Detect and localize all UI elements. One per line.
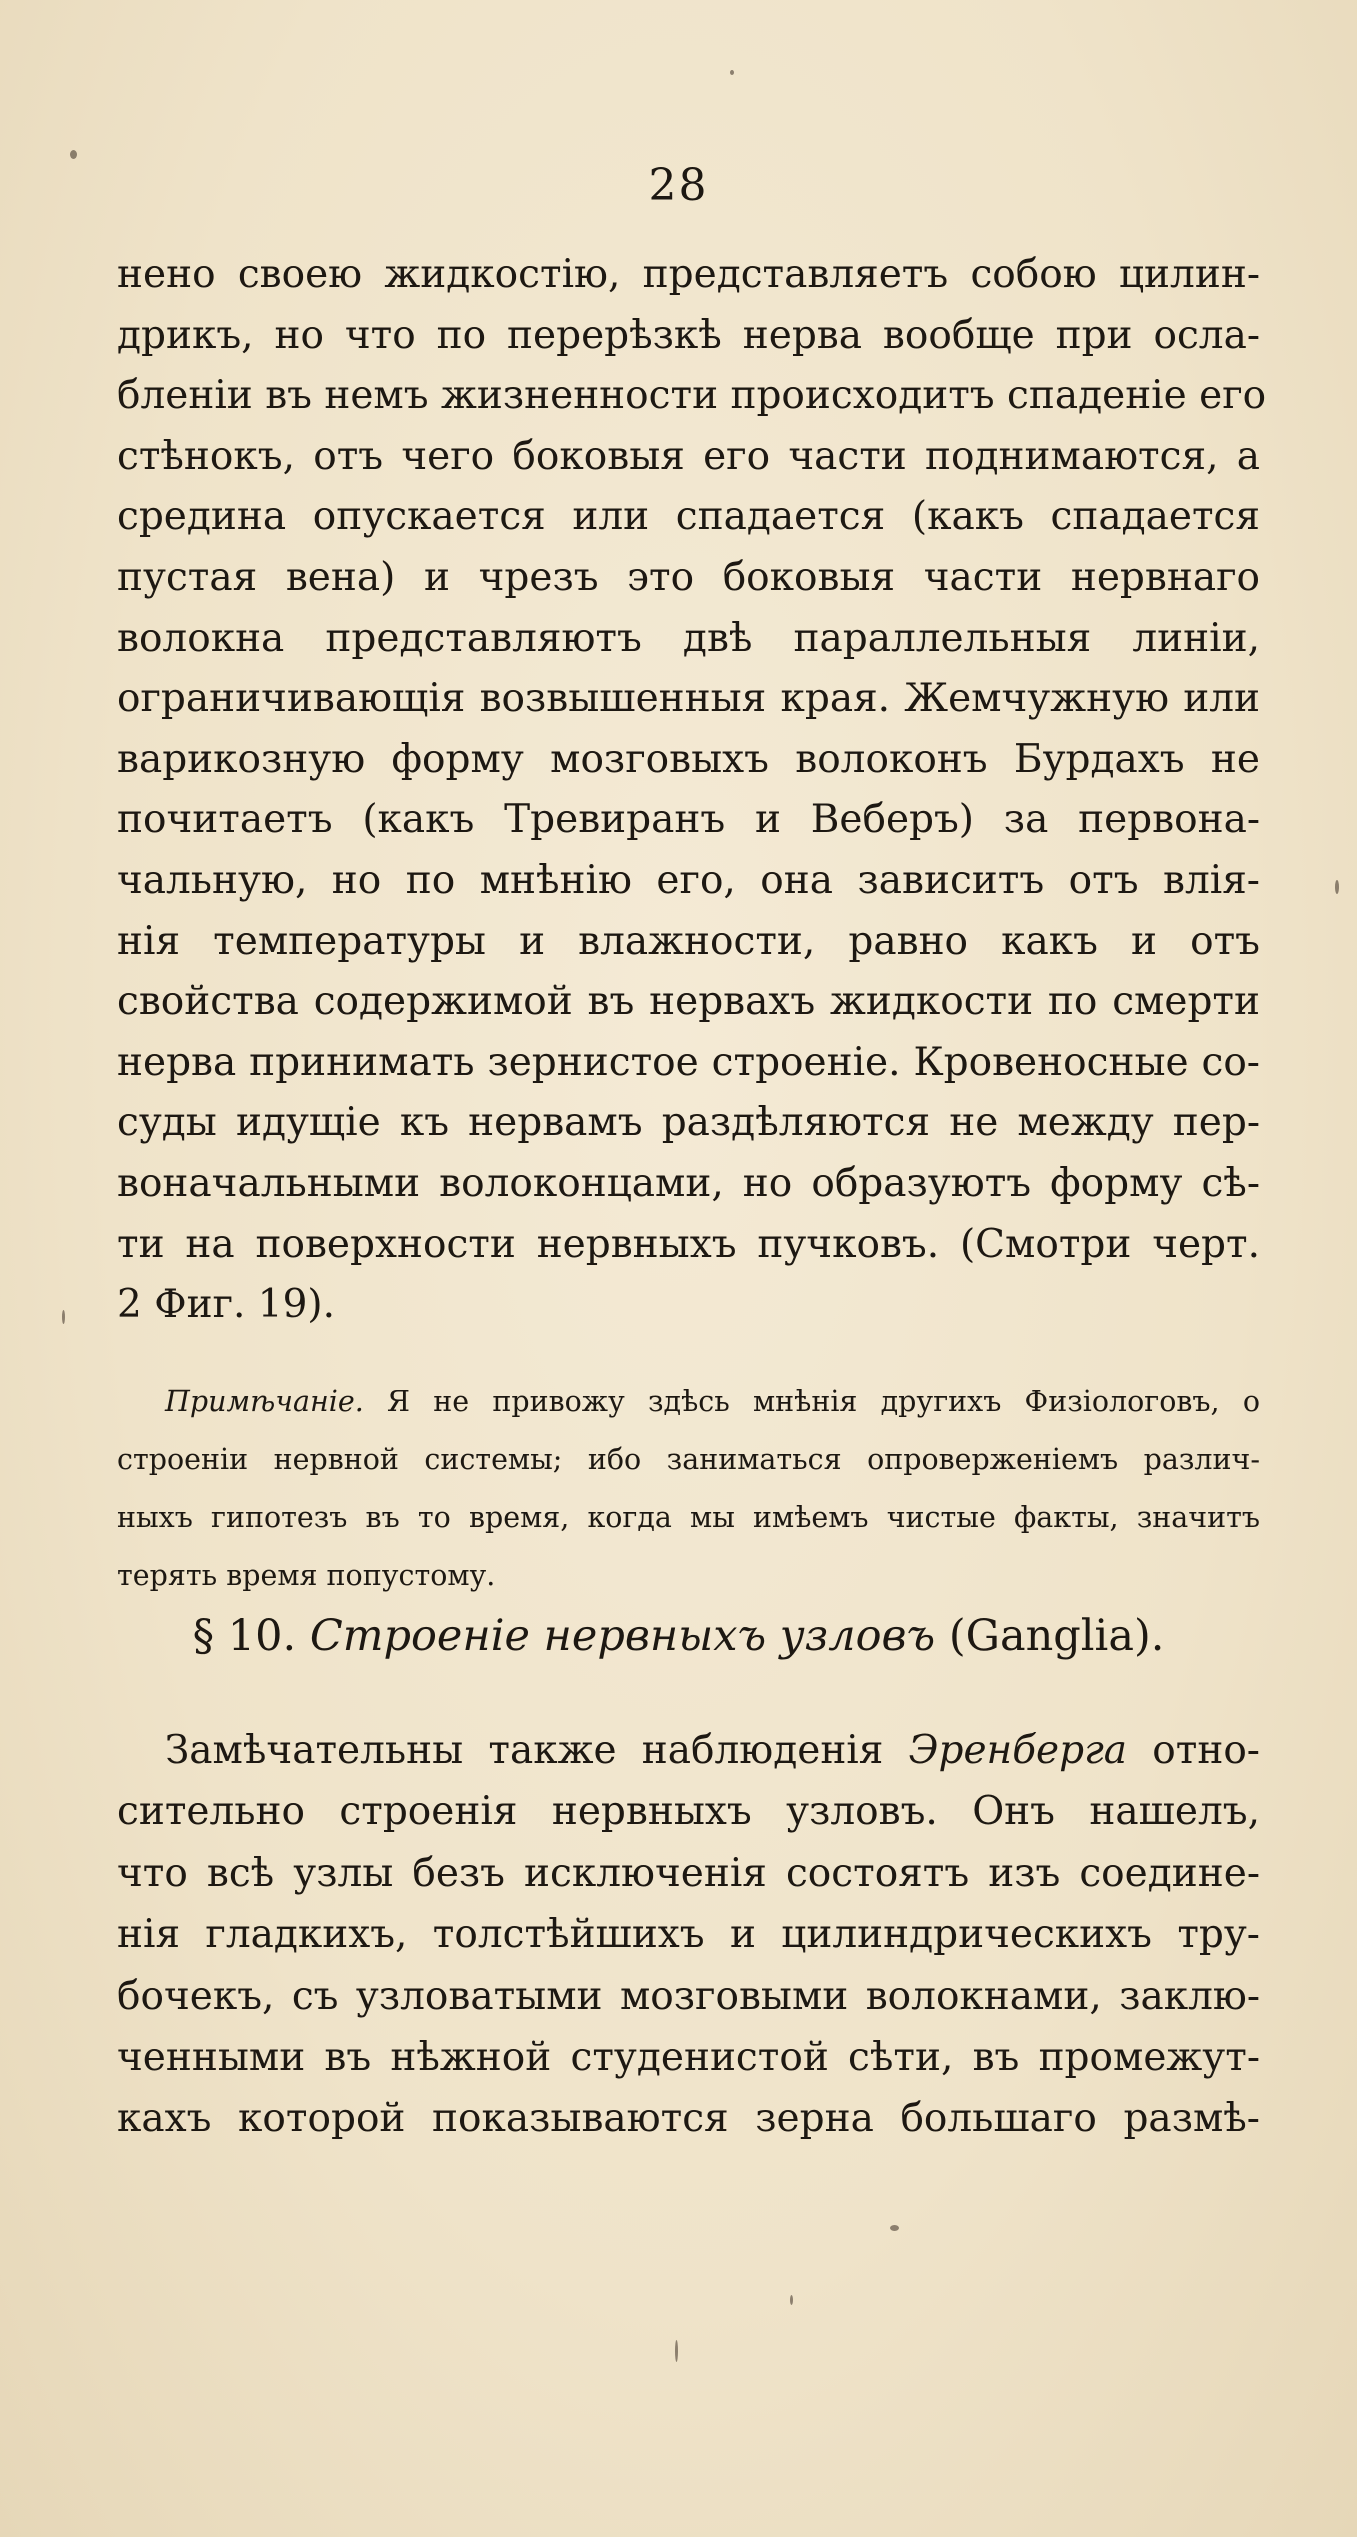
- text-line: пустая вена) и чрезъ это боковыя части нервнаго: [117, 554, 1260, 600]
- note-line: терять время попустому.: [117, 1559, 496, 1592]
- note-line: ныхъ гипотезъ въ то время, когда мы имѣемъ чистые факты, значитъ: [117, 1501, 1260, 1534]
- text-line: ти на поверхности нервныхъ пучковъ. (Смотри черт.: [117, 1221, 1260, 1267]
- text-line: средина опускается или спадается (какъ спадается: [117, 494, 1260, 540]
- note-line: строеніи нервной системы; ибо заниматься опроверженіемъ различ-: [117, 1443, 1260, 1476]
- text-line: что всѣ узлы безъ исключенія состоятъ изъ соедине-: [117, 1850, 1260, 1896]
- paper-speck: [70, 150, 77, 159]
- paper-speck: [675, 2340, 678, 2362]
- text-line: чальную, но по мнѣнію его, она зависитъ отъ влія-: [117, 857, 1260, 903]
- note-line: [117, 1373, 1260, 1431]
- text-line: бленіи въ немъ жизненности происходитъ спаденіе его: [117, 373, 1267, 419]
- section-heading: [0, 1611, 1357, 1661]
- footnote-remark: [117, 1373, 1260, 1605]
- author-name: Эренберга: [908, 1728, 1128, 1773]
- text-line: ограничивающія возвышенныя края. Жемчужную или: [117, 676, 1260, 722]
- text-line: нерва принимать зернистое строеніе. Кровеносные со-: [117, 1039, 1260, 1085]
- page-number: 28: [648, 160, 709, 211]
- note-text: Я не привожу здѣсь мнѣнія другихъ Физіологовъ, о: [387, 1385, 1261, 1418]
- section-title: Строеніе нервныхъ узловъ: [309, 1611, 936, 1661]
- section-latin: (Ganglia).: [948, 1611, 1165, 1661]
- text-line: почитаетъ (какъ Тревиранъ и Веберъ) за первона-: [117, 797, 1260, 843]
- text-line: кахъ которой показываются зерна большаго размѣ-: [117, 2096, 1260, 2142]
- text-line: суды идущіе къ нервамъ раздѣляются не между пер-: [117, 1100, 1260, 1146]
- section-paragraph: [117, 1720, 1260, 2150]
- text-line: стѣнокъ, отъ чего боковыя его части поднимаются, а: [117, 433, 1260, 479]
- text-line: [117, 1720, 1260, 1781]
- section-number: § 10.: [192, 1611, 297, 1661]
- paper-speck: [730, 70, 734, 75]
- paper-speck: [790, 2295, 793, 2305]
- text-segment: отно-: [1152, 1728, 1260, 1773]
- paper-speck: [62, 1310, 65, 1324]
- note-label: Примѣчаніе.: [165, 1385, 364, 1418]
- text-line: ченными въ нѣжной студенистой сѣти, въ промежут-: [117, 2034, 1260, 2080]
- text-line: нено своею жидкостію, представляетъ собою цилин-: [117, 252, 1260, 297]
- text-line: нія гладкихъ, толстѣйшихъ и цилиндрическихъ тру-: [117, 1912, 1260, 1958]
- text-line: бочекъ, съ узловатыми мозговыми волокнами, заклю-: [117, 1973, 1260, 2019]
- text-line: нія температуры и влажности, равно какъ и отъ: [117, 918, 1260, 964]
- text-line: 2 Фиг. 19).: [117, 1282, 336, 1328]
- paper-speck: [890, 2225, 899, 2231]
- text-line: свойства содержимой въ нервахъ жидкости по смерти: [117, 979, 1260, 1025]
- text-segment: Замѣчательны также наблюденія: [165, 1728, 884, 1773]
- text-line: воначальными волоконцами, но образуютъ форму сѣ-: [117, 1160, 1260, 1206]
- text-line: волокна представляютъ двѣ параллельныя линіи,: [117, 615, 1260, 661]
- paper-speck: [1335, 880, 1339, 894]
- text-line: варикозную форму мозговыхъ волоконъ Бурдахъ не: [117, 736, 1260, 782]
- paragraph-continued: [117, 245, 1267, 1336]
- text-line: сительно строенія нервныхъ узловъ. Онъ нашелъ,: [117, 1789, 1260, 1835]
- text-line: дрикъ, но что по перерѣзкѣ нерва вообще при осла-: [117, 312, 1260, 358]
